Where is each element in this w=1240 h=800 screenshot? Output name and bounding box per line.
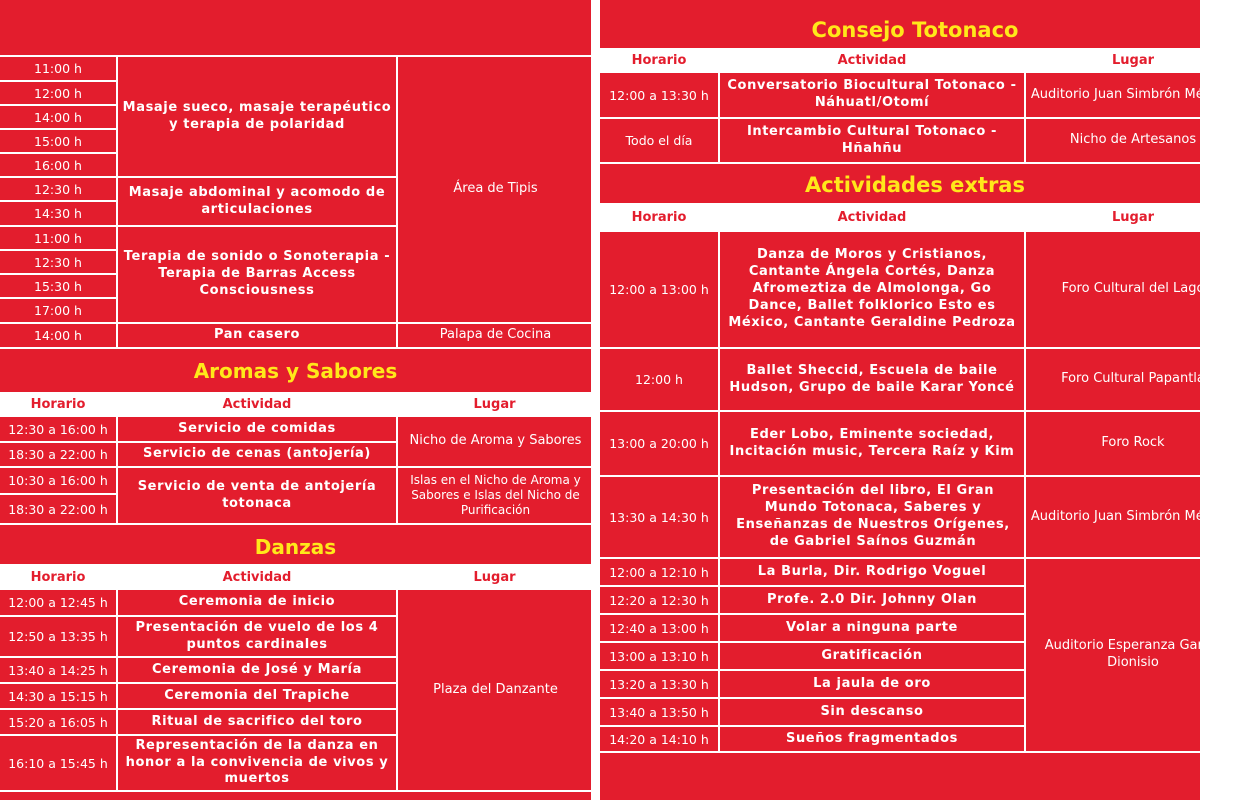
place-cell: Palapa de Cocina bbox=[439, 327, 552, 343]
activity-cell: Masaje sueco, masaje terapéutico y terapia de polaridad bbox=[122, 99, 392, 132]
time-cell: 16:10 a 15:45 h bbox=[8, 755, 108, 771]
activity-cell: Ballet Sheccid, Escuela de baile Hudson, Grupo de baile Karar Yoncé bbox=[729, 362, 1015, 395]
time-cell: 14:30 a 15:15 h bbox=[8, 688, 108, 704]
left-schedule-panel bbox=[0, 0, 591, 800]
table-rule bbox=[0, 523, 591, 525]
table-rule bbox=[116, 55, 118, 348]
activity-cell: Ceremonia del Trapiche bbox=[164, 687, 350, 703]
time-cell: 18:30 a 22:00 h bbox=[8, 447, 108, 462]
table-rule bbox=[1024, 232, 1026, 753]
place-cell: Islas en el Nicho de Aroma y Sabores e Islas del Nicho de Purificación bbox=[410, 473, 581, 517]
activity-cell: Danza de Moros y Cristianos, Cantante Ángela Cortés, Danza Afromeztiza de Almolonga, Go Dance, Ballet folklorico Esto es México, Cantante Geraldine Pedroza bbox=[728, 247, 1016, 330]
activity-cell: Servicio de cenas (antojería) bbox=[143, 446, 371, 462]
section-title-aromas: Aromas y Sabores bbox=[193, 359, 398, 383]
header-lugar: Lugar bbox=[1111, 210, 1155, 225]
activity-cell: Terapia de sonido o Sonoterapia - Terapia de Barras Access Consciousness bbox=[123, 249, 391, 298]
activity-cell: Intercambio Cultural Totonaco - Hñahñu bbox=[746, 123, 998, 156]
activity-cell: Gratificación bbox=[821, 647, 923, 663]
time-cell: 11:00 h bbox=[34, 230, 82, 246]
table-rule bbox=[396, 417, 398, 525]
time-cell: 14:00 h bbox=[34, 328, 82, 343]
time-cell: 12:30 h bbox=[34, 181, 82, 197]
table-rule bbox=[0, 790, 591, 792]
time-cell: 13:40 a 14:25 h bbox=[8, 662, 108, 678]
activity-cell: Ceremonia de José y María bbox=[152, 661, 362, 677]
section-title-extras: Actividades extras bbox=[805, 173, 1025, 197]
table-rule bbox=[600, 751, 1200, 753]
activity-cell: La jaula de oro bbox=[813, 675, 931, 691]
right-schedule-panel bbox=[600, 0, 1236, 800]
time-cell: 10:30 a 16:00 h bbox=[8, 473, 108, 488]
section-title-danzas: Danzas bbox=[254, 535, 337, 559]
header-actividad: Actividad bbox=[222, 569, 292, 585]
place-cell: Foro Cultural Papantla bbox=[1061, 371, 1205, 387]
time-cell: 14:30 h bbox=[34, 206, 82, 221]
table-rule bbox=[718, 232, 720, 753]
activity-cell: Masaje abdominal y acomodo de articulaciones bbox=[128, 184, 386, 217]
activity-cell: Ritual de sacrifico del toro bbox=[151, 713, 363, 729]
table-rule bbox=[116, 417, 118, 525]
activity-cell: Ceremonia de inicio bbox=[178, 594, 336, 610]
place-cell: Nicho de Artesanos bbox=[1069, 132, 1197, 148]
header-horario: Horario bbox=[631, 53, 687, 68]
activity-cell: Conversatorio Biocultural Totonaco - Náhuatl/Otomí bbox=[727, 78, 1017, 110]
header-lugar: Lugar bbox=[473, 397, 516, 412]
place-cell: Auditorio Juan Simbrón Méndez bbox=[1030, 86, 1236, 102]
time-cell: 12:00 a 13:30 h bbox=[609, 87, 709, 103]
time-cell: 17:00 h bbox=[34, 303, 82, 318]
time-cell: Todo el día bbox=[625, 133, 693, 148]
activity-cell: La Burla, Dir. Rodrigo Voguel bbox=[757, 563, 987, 579]
time-cell: 15:30 h bbox=[34, 278, 82, 294]
table-rule bbox=[0, 347, 591, 349]
header-horario: Horario bbox=[631, 210, 687, 225]
place-cell: Plaza del Danzante bbox=[433, 681, 558, 697]
header-horario: Horario bbox=[30, 397, 86, 412]
place-cell: Auditorio Esperanza García Dionisio bbox=[1044, 638, 1222, 670]
activity-cell: Eder Lobo, Eminente sociedad, Incitación music, Tercera Raíz y Kim bbox=[729, 426, 1015, 459]
table-rule bbox=[116, 590, 118, 792]
time-cell: 13:20 a 13:30 h bbox=[609, 676, 709, 692]
table-rule bbox=[600, 162, 1200, 164]
time-cell: 12:20 a 12:30 h bbox=[609, 592, 709, 608]
table-rule bbox=[396, 590, 398, 792]
time-cell: 13:00 a 20:00 h bbox=[609, 436, 709, 451]
time-cell: 12:00 a 12:45 h bbox=[8, 595, 108, 610]
activity-cell: Sin descanso bbox=[820, 703, 924, 719]
section-title-consejo: Consejo Totonaco bbox=[811, 18, 1019, 42]
header-actividad: Actividad bbox=[837, 210, 907, 225]
time-cell: 12:50 a 13:35 h bbox=[8, 629, 108, 644]
time-cell: 12:30 a 16:00 h bbox=[8, 421, 108, 437]
activity-cell: Servicio de comidas bbox=[178, 420, 336, 436]
activity-cell: Sueños fragmentados bbox=[785, 730, 958, 746]
time-cell: 13:30 a 14:30 h bbox=[609, 509, 709, 525]
time-cell: 15:00 h bbox=[34, 133, 82, 149]
time-cell: 12:00 h bbox=[34, 85, 82, 101]
time-cell: 14:00 h bbox=[34, 109, 82, 125]
time-cell: 15:20 a 16:05 h bbox=[8, 714, 108, 730]
header-lugar: Lugar bbox=[473, 569, 516, 585]
table-rule bbox=[396, 55, 398, 348]
header-lugar: Lugar bbox=[1111, 53, 1155, 68]
activity-cell: Representación de la danza en honor a la convivencia de vivos y muertos bbox=[125, 737, 389, 787]
time-cell: 13:40 a 13:50 h bbox=[609, 704, 709, 720]
place-cell: Nicho de Aroma y Sabores bbox=[409, 433, 582, 449]
time-cell: 16:00 h bbox=[34, 157, 82, 173]
activity-cell: Presentación de vuelo de los 4 puntos cardinales bbox=[135, 619, 379, 652]
time-cell: 11:00 h bbox=[34, 61, 82, 76]
activity-cell: Profe. 2.0 Dir. Johnny Olan bbox=[767, 591, 977, 607]
time-cell: 13:00 a 13:10 h bbox=[609, 648, 709, 664]
time-cell: 12:00 a 13:00 h bbox=[609, 282, 709, 297]
place-cell: Foro Rock bbox=[1101, 435, 1165, 451]
time-cell: 12:00 a 12:10 h bbox=[609, 564, 709, 580]
time-cell: 12:00 h bbox=[635, 372, 683, 387]
header-actividad: Actividad bbox=[837, 53, 907, 68]
place-cell: Área de Tipis bbox=[453, 181, 538, 197]
time-cell: 12:30 h bbox=[34, 254, 82, 270]
activity-cell: Volar a ninguna parte bbox=[786, 619, 958, 635]
activity-cell: Presentación del libro, El Gran Mundo Totonaca, Saberes y Enseñanzas de Nuestros Orígenes, de Gabriel Saínos Guzmán bbox=[736, 483, 1010, 549]
activity-cell: Pan casero bbox=[213, 327, 301, 343]
time-cell: 14:20 a 14:10 h bbox=[609, 731, 709, 747]
place-cell: Auditorio Juan Simbrón Méndez bbox=[1030, 508, 1236, 524]
header-actividad: Actividad bbox=[222, 397, 292, 412]
header-horario: Horario bbox=[30, 569, 86, 585]
time-cell: 18:30 a 22:00 h bbox=[8, 501, 108, 517]
place-cell: Foro Cultural del Lago bbox=[1061, 281, 1205, 297]
activity-cell: Servicio de venta de antojería totonaca bbox=[137, 478, 377, 511]
time-cell: 12:40 a 13:00 h bbox=[609, 620, 709, 636]
